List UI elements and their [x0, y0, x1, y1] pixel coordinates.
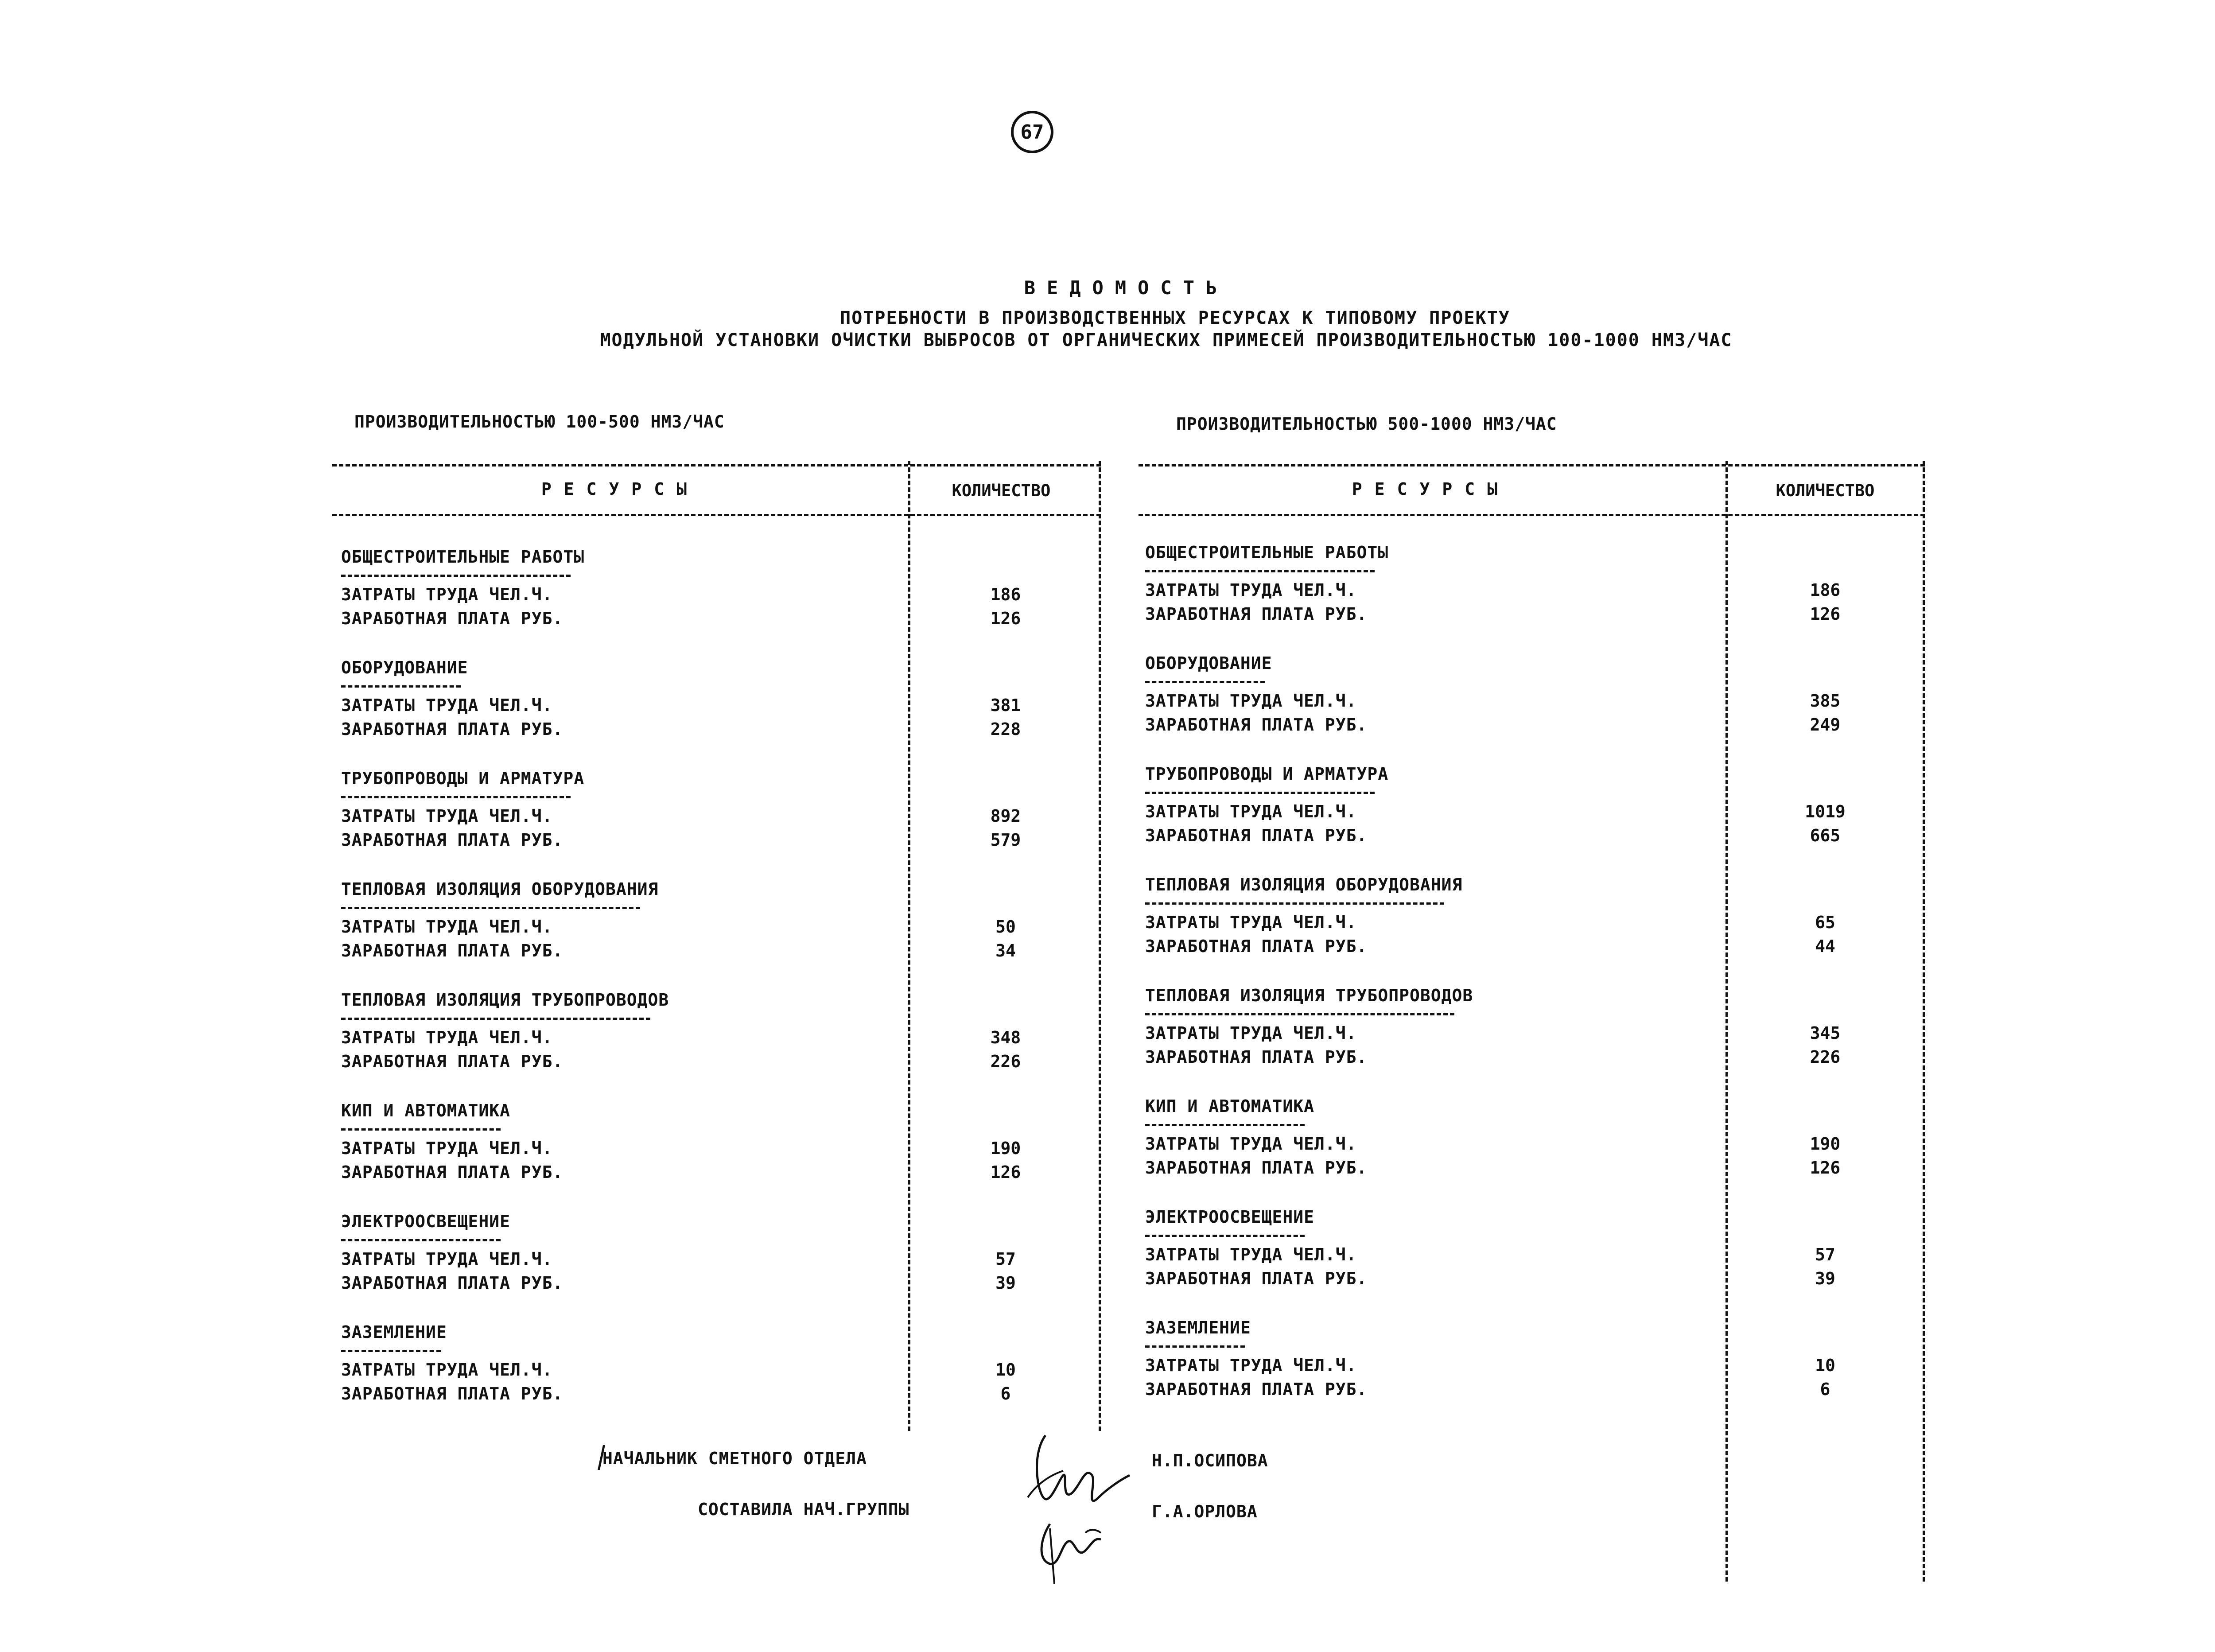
group-underline: [341, 1350, 441, 1352]
right-table-top-rule: [1139, 464, 1925, 466]
signature-role-chief: НАЧАЛЬНИК СМЕТНОГО ОТДЕЛА: [602, 1449, 867, 1468]
row-label: ЗАТРАТЫ ТРУДА ЧЕЛ.Ч.: [341, 1249, 553, 1269]
left-column-separator: [908, 461, 910, 1431]
right-table-header-rule: [1139, 514, 1925, 516]
row-label: ЗАТРАТЫ ТРУДА ЧЕЛ.Ч.: [341, 1028, 553, 1047]
handwritten-signature: [1019, 1427, 1134, 1586]
row-value: 228: [990, 719, 1021, 739]
row-label: ЗАРАБОТНАЯ ПЛАТА РУБ.: [341, 609, 563, 628]
row-value: 226: [990, 1052, 1021, 1071]
group-title: ТРУБОПРОВОДЫ И АРМАТУРА: [341, 769, 585, 788]
row-label: ЗАРАБОТНАЯ ПЛАТА РУБ.: [1145, 826, 1368, 845]
row-label: ЗАРАБОТНАЯ ПЛАТА РУБ.: [1145, 1158, 1368, 1178]
row-value: 892: [990, 806, 1021, 826]
left-header-resources: РЕСУРСЫ: [541, 479, 699, 499]
row-value: 126: [990, 609, 1021, 628]
group-underline: [1145, 1013, 1454, 1015]
row-label: ЗАТРАТЫ ТРУДА ЧЕЛ.Ч.: [341, 917, 553, 937]
group-title: ОБОРУДОВАНИЕ: [341, 658, 468, 677]
row-value: 385: [1810, 691, 1841, 711]
row-value: 57: [1815, 1245, 1835, 1264]
document-title: ВЕДОМОСТЬ: [1024, 277, 1229, 299]
group-underline: [1145, 681, 1265, 683]
right-table-caption: ПРОИЗВОДИТЕЛЬНОСТЬЮ 500-1000 НМ3/ЧАС: [1176, 414, 1557, 434]
row-value: 6: [1000, 1384, 1011, 1403]
signature-name-compiler: Г.А.ОРЛОВА: [1152, 1502, 1258, 1521]
document-subtitle-2: МОДУЛЬНОЙ УСТАНОВКИ ОЧИСТКИ ВЫБРОСОВ ОТ ОРГАНИЧЕСКИХ ПРИМЕСЕЙ ПРОИЗВОДИТЕЛЬНОСТЬЮ 100-1000 НМ3/ЧАС: [600, 330, 1733, 350]
row-label: ЗАРАБОТНАЯ ПЛАТА РУБ.: [341, 1273, 563, 1293]
row-value: 50: [995, 917, 1016, 937]
group-title: ЗАЗЕМЛЕНИЕ: [1145, 1318, 1251, 1337]
row-value: 44: [1815, 937, 1835, 956]
row-label: ЗАРАБОТНАЯ ПЛАТА РУБ.: [1145, 604, 1368, 624]
row-value: 190: [990, 1139, 1021, 1158]
group-underline: [341, 796, 571, 798]
row-label: ЗАРАБОТНАЯ ПЛАТА РУБ.: [341, 1384, 563, 1403]
right-header-resources: РЕСУРСЫ: [1352, 479, 1510, 499]
row-value: 6: [1820, 1380, 1830, 1399]
row-label: ЗАРАБОТНАЯ ПЛАТА РУБ.: [1145, 715, 1368, 735]
group-underline: [1145, 902, 1444, 905]
group-title: ТЕПЛОВАЯ ИЗОЛЯЦИЯ ТРУБОПРОВОДОВ: [1145, 986, 1473, 1005]
row-value: 190: [1810, 1134, 1841, 1154]
row-label: ЗАРАБОТНАЯ ПЛАТА РУБ.: [1145, 1047, 1368, 1067]
row-value: 39: [1815, 1269, 1835, 1288]
row-label: ЗАТРАТЫ ТРУДА ЧЕЛ.Ч.: [341, 806, 553, 826]
row-label: ЗАТРАТЫ ТРУДА ЧЕЛ.Ч.: [1145, 691, 1357, 711]
row-value: 186: [990, 585, 1021, 604]
row-value: 57: [995, 1249, 1016, 1269]
row-label: ЗАРАБОТНАЯ ПЛАТА РУБ.: [1145, 937, 1368, 956]
left-header-quantity: КОЛИЧЕСТВО: [952, 481, 1051, 500]
row-value: 345: [1810, 1023, 1841, 1043]
row-value: 34: [995, 941, 1016, 960]
row-value: 1019: [1805, 802, 1846, 821]
document-subtitle: ПОТРЕБНОСТИ В ПРОИЗВОДСТВЕННЫХ РЕСУРСАХ К ТИПОВОМУ ПРОЕКТУ: [840, 308, 1510, 328]
row-label: ЗАРАБОТНАЯ ПЛАТА РУБ.: [341, 1052, 563, 1071]
row-value: 10: [995, 1360, 1016, 1380]
row-label: ЗАТРАТЫ ТРУДА ЧЕЛ.Ч.: [1145, 580, 1357, 600]
group-underline: [341, 685, 461, 688]
group-underline: [1145, 570, 1375, 572]
row-value: 126: [1810, 1158, 1841, 1178]
row-value: 579: [990, 830, 1021, 850]
group-underline: [341, 907, 640, 909]
right-table-right-border: [1923, 461, 1925, 1582]
row-label: ЗАТРАТЫ ТРУДА ЧЕЛ.Ч.: [1145, 1023, 1357, 1043]
group-title: ТРУБОПРОВОДЫ И АРМАТУРА: [1145, 764, 1389, 784]
row-value: 381: [990, 696, 1021, 715]
row-value: 249: [1810, 715, 1841, 735]
group-title: ЭЛЕКТРООСВЕЩЕНИЕ: [1145, 1207, 1315, 1227]
group-underline: [1145, 1345, 1245, 1348]
left-table-caption: ПРОИЗВОДИТЕЛЬНОСТЬЮ 100-500 НМ3/ЧАС: [354, 412, 725, 431]
row-value: 65: [1815, 913, 1835, 932]
row-value: 126: [1810, 604, 1841, 624]
group-title: КИП И АВТОМАТИКА: [1145, 1096, 1315, 1116]
left-table-header-rule: [332, 514, 1101, 516]
group-title: ОБЩЕСТРОИТЕЛЬНЫЕ РАБОТЫ: [341, 547, 585, 567]
signature-role-compiler: СОСТАВИЛА НАЧ.ГРУППЫ: [698, 1500, 909, 1519]
group-underline: [341, 1239, 501, 1241]
row-value: 348: [990, 1028, 1021, 1047]
group-underline: [341, 1018, 650, 1020]
group-underline: [1145, 792, 1375, 794]
row-label: ЗАРАБОТНАЯ ПЛАТА РУБ.: [1145, 1380, 1368, 1399]
group-title: КИП И АВТОМАТИКА: [341, 1101, 511, 1120]
row-label: ЗАРАБОТНАЯ ПЛАТА РУБ.: [341, 719, 563, 739]
group-underline: [1145, 1235, 1305, 1237]
row-label: ЗАРАБОТНАЯ ПЛАТА РУБ.: [341, 830, 563, 850]
page-number: 67: [1011, 111, 1053, 153]
group-underline: [1145, 1124, 1305, 1126]
group-title: ЗАЗЕМЛЕНИЕ: [341, 1322, 447, 1342]
row-value: 39: [995, 1273, 1016, 1293]
row-value: 186: [1810, 580, 1841, 600]
row-label: ЗАТРАТЫ ТРУДА ЧЕЛ.Ч.: [1145, 1245, 1357, 1264]
left-table-top-rule: [332, 464, 1101, 466]
row-label: ЗАТРАТЫ ТРУДА ЧЕЛ.Ч.: [1145, 913, 1357, 932]
group-title: ЭЛЕКТРООСВЕЩЕНИЕ: [341, 1212, 511, 1231]
row-label: ЗАРАБОТНАЯ ПЛАТА РУБ.: [341, 1162, 563, 1182]
signature-name-chief: Н.П.ОСИПОВА: [1152, 1451, 1268, 1470]
right-column-separator: [1725, 461, 1728, 1582]
row-label: ЗАТРАТЫ ТРУДА ЧЕЛ.Ч.: [341, 585, 553, 604]
row-label: ЗАРАБОТНАЯ ПЛАТА РУБ.: [341, 941, 563, 960]
row-value: 665: [1810, 826, 1841, 845]
row-label: ЗАТРАТЫ ТРУДА ЧЕЛ.Ч.: [1145, 1134, 1357, 1154]
row-label: ЗАТРАТЫ ТРУДА ЧЕЛ.Ч.: [341, 1360, 553, 1380]
row-label: ЗАТРАТЫ ТРУДА ЧЕЛ.Ч.: [341, 1139, 553, 1158]
row-label: ЗАТРАТЫ ТРУДА ЧЕЛ.Ч.: [341, 696, 553, 715]
row-label: ЗАТРАТЫ ТРУДА ЧЕЛ.Ч.: [1145, 1356, 1357, 1375]
row-label: ЗАТРАТЫ ТРУДА ЧЕЛ.Ч.: [1145, 802, 1357, 821]
group-title: ОБОРУДОВАНИЕ: [1145, 653, 1272, 673]
group-title: ТЕПЛОВАЯ ИЗОЛЯЦИЯ ТРУБОПРОВОДОВ: [341, 990, 669, 1010]
group-underline: [341, 1128, 501, 1131]
group-title: ТЕПЛОВАЯ ИЗОЛЯЦИЯ ОБОРУДОВАНИЯ: [1145, 875, 1463, 894]
right-header-quantity: КОЛИЧЕСТВО: [1776, 481, 1875, 500]
group-title: ТЕПЛОВАЯ ИЗОЛЯЦИЯ ОБОРУДОВАНИЯ: [341, 879, 659, 899]
row-value: 126: [990, 1162, 1021, 1182]
row-label: ЗАРАБОТНАЯ ПЛАТА РУБ.: [1145, 1269, 1368, 1288]
left-table-right-border: [1099, 461, 1101, 1431]
group-underline: [341, 575, 571, 577]
row-value: 10: [1815, 1356, 1835, 1375]
row-value: 226: [1810, 1047, 1841, 1067]
group-title: ОБЩЕСТРОИТЕЛЬНЫЕ РАБОТЫ: [1145, 543, 1389, 562]
